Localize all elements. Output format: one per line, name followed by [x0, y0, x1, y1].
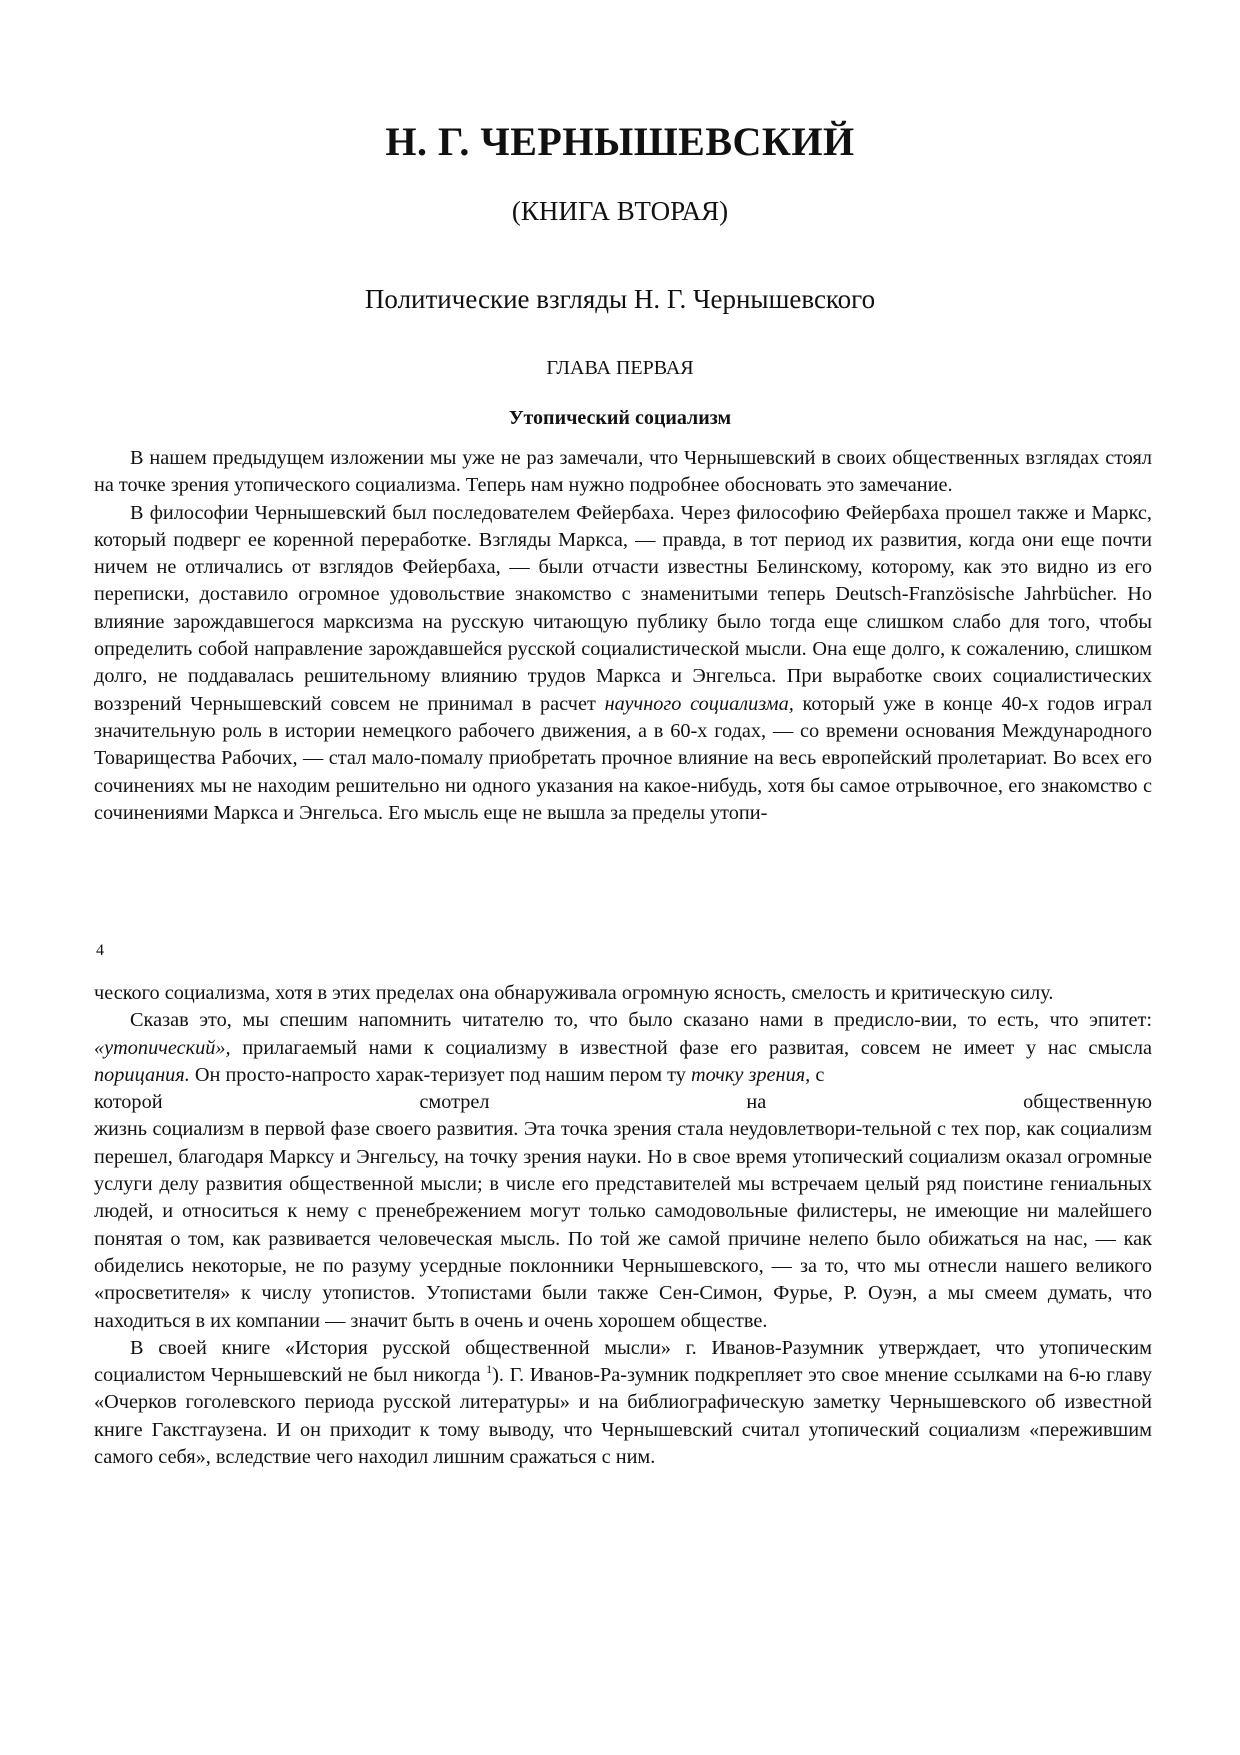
text-block-top: [94, 445, 1152, 827]
paragraph-4-emphasis-2: порицания.: [94, 1063, 190, 1086]
spread-word-3: на: [746, 1091, 767, 1114]
paragraph-4-emphasis-1: «утопический»,: [94, 1036, 231, 1059]
paragraph-4-spread-line: [94, 1089, 1152, 1116]
section-title: Политические взгляды Н. Г. Чернышевского: [364, 284, 876, 314]
paragraph-4: [94, 1007, 1152, 1089]
book-subtitle: (КНИГА ВТОРАЯ): [511, 196, 729, 226]
paragraph-4-part-b: прилагаемый нами к социализму в известной фазе его развитая, совсем не имеет у нас смысла: [242, 1036, 1152, 1059]
chapter-title: Утопический социализм: [508, 407, 732, 429]
paragraph-4-part-d: с: [815, 1063, 825, 1086]
spread-word-1: которой: [94, 1091, 163, 1114]
paragraph-4-continued: жизнь социализм в первой фазе своего развития. Эта точка зрения стала неудовлетвори-тельной с тех пор, как социализм перешел, благодаря Марксу и Энгельсу, на точку зрения науки. Но в свое время утопический социализм оказал огромные услуги делу развития общественной мысли; в числе его представителей мы встречаем целый ряд поистине гениальных людей, и относиться к нему с пренебрежением могут только самодовольные филистеры, не имеющие ни малейшего понятая о том, как развивается человеческая мысль. По той же самой причине нелепо было обижаться на нас, — как обиделись некоторые, не по разуму усердные поклонники Чернышевского, — за то, что мы отнесли нашего великого «просветителя» к числу утопистов. Утопистами были также Сен-Симон, Фурье, Р. Оуэн, а мы смеем думать, что находиться в их компании — значит быть в очень и очень хорошем обществе.: [94, 1118, 1152, 1332]
chapter-heading: ГЛАВА ПЕРВАЯ: [546, 357, 694, 379]
paragraph-2-emphasis: научного социализма,: [604, 692, 794, 715]
paragraph-2: [94, 500, 1152, 828]
spread-word-2: смотрел: [419, 1091, 490, 1114]
text-block-bottom: [94, 980, 1152, 1471]
paragraph-4-part-a: Сказав это, мы спешим напомнить читателю то, что было сказано нами в предисло-вии, то есть, что эпитет:: [130, 1009, 1152, 1032]
paragraph-1: В нашем предыдущем изложении мы уже не раз замечали, что Чернышевский в своих общественных взглядах стоял на точке зрения утопического социализма. Теперь нам нужно подробнее обосновать это замечание.: [94, 447, 1152, 497]
footnote-marker[interactable]: 1: [486, 1362, 493, 1377]
spread-word-4: общественную: [1023, 1091, 1152, 1114]
paragraph-5: [94, 1335, 1152, 1471]
paragraph-5-part-b: ). Г. Иванов-Ра-зумник подкрепляет это свое мнение ссылками на 6-ю главу «Очерков гоголевского периода русской литературы» и на библиографическую заметку Чернышевского об известной книге Гакстгаузена. И он приходит к тому выводу, что Чернышевский считал утопический социализм «пережившим самого себя», вследствие чего находил лишним сражаться с ним.: [94, 1364, 1152, 1469]
paragraph-5-part-a: В своей книге «История русской общественной мысли» г. Иванов-Разумник утверждает, что утопическим социалистом Чернышевский не был никогда: [94, 1336, 1152, 1387]
author-title: Н. Г. ЧЕРНЫШЕВСКИЙ: [385, 119, 855, 164]
paragraph-3: ческого социализма, хотя в этих пределах она обнаруживала огромную ясность, смелость и критическую силу.: [94, 982, 1054, 1004]
page-number: 4: [96, 942, 104, 959]
paragraph-4-part-c: Он просто-напросто харак-теризует под нашим пером ту: [194, 1063, 686, 1086]
paragraph-2-part-a: В философии Чернышевский был последователем Фейербаха. Через философию Фейербаха прошел также и Маркс, который подверг ее коренной переработке. Взгляды Маркса, — правда, в тот период их развития, когда они еще почти ничем не отличались от взглядов Фейербаха, — были отчасти известны Белинскому, которому, как это видно из его переписки, доставило огромное удовольствие знакомство с знаменитыми теперь Deutsch-Französische Jahrbücher. Но влияние зарождавшегося марксизма на русскую читающую публику было тогда еще слишком слабо для того, чтобы определить собой направление зарождавшейся русской социалистической мысли. Она еще долго, к сожалению, слишком долго, не поддавалась решительному влиянию трудов Маркса и Энгельса. При выработке своих социалистических воззрений Чернышевский совсем не принимал в расчет: [94, 501, 1152, 715]
paragraph-2-part-b: который уже в конце 40-х годов играл значительную роль в истории немецкого рабочего движения, а в 60-х годах, — со времени основания Международного Товарищества Рабочих, — стал мало-помалу приобретать прочное влияние на весь европейский пролетариат. Во всех его сочинениях мы не находим решительно ни одного указания на какое-нибудь, хотя бы самое отрывочное, его знакомство с сочинениями Маркса и Энгельса. Его мысль еще не вышла за пределы утопи-: [94, 692, 1152, 824]
paragraph-4-emphasis-3: точку зрения,: [691, 1063, 811, 1086]
